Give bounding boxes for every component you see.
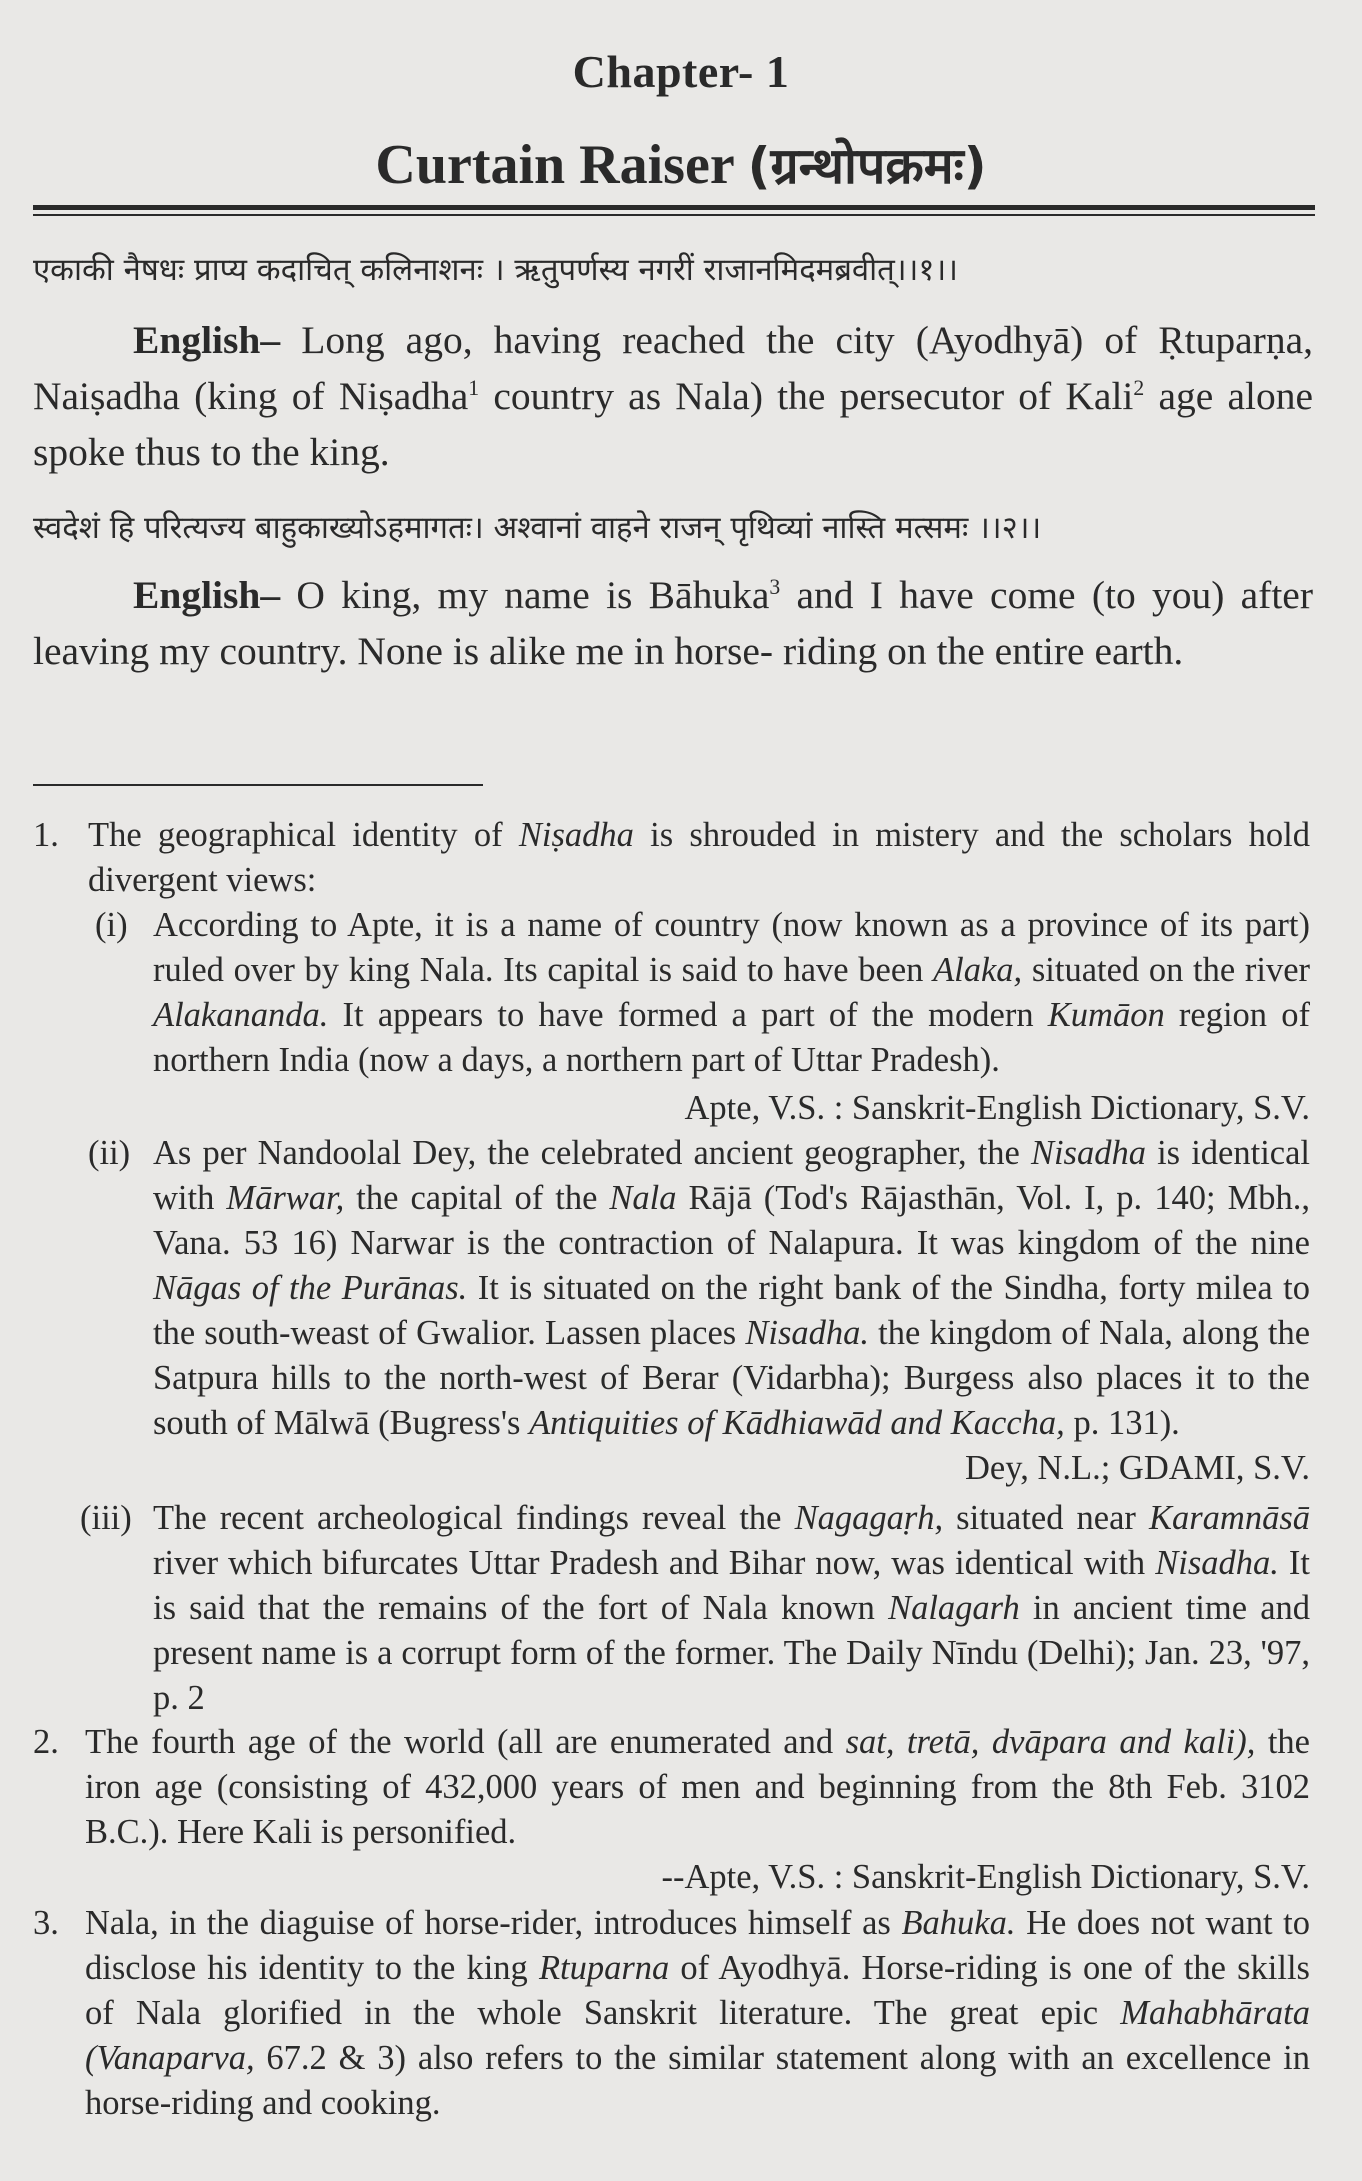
footnote-text: Nala, in the diaguise of horse-rider, introduces himself as <box>85 1904 902 1942</box>
subnote-label: (ii) <box>88 1134 131 1172</box>
chapter-title <box>0 130 1362 198</box>
footnote-ref-2: 2 <box>1133 375 1145 400</box>
citation-1-ii: Dey, N.L.; GDAMI, S.V. <box>965 1449 1310 1487</box>
footnote-1 <box>88 813 1310 903</box>
footnote-italic: Nala <box>609 1179 677 1217</box>
footnote-text: Rājā (Tod's Rājasthān, Vol. I, p. 140; Mbh., Vana. 53 16) Narwar is the contraction of Nalapura. It was kingdom of the nine <box>153 1179 1310 1262</box>
footnote-1-ii <box>153 1131 1310 1446</box>
footnote-text: As per Nandoolal Dey, the celebrated ancient geographer, the <box>153 1134 1031 1172</box>
footnote-text: He does not want to disclose his identity to the king <box>85 1904 1310 1987</box>
footnote-text: the capital of the <box>344 1179 610 1217</box>
footnote-italic: Alakananda. <box>153 996 329 1034</box>
footnote-italic: Nisadha <box>1030 1134 1146 1172</box>
translation-text: Long ago, having reached the city (Ayodhyā) of Ṛtuparṇa, Naiṣadha (king of Niṣadha <box>33 318 1313 418</box>
footnote-text: It is said that the remains of the fort of Nala known <box>153 1544 1311 1627</box>
footnote-italic: Antiquities of Kādhiawād and Kaccha, <box>529 1404 1065 1442</box>
footnote-text: The geographical identity of <box>88 816 519 854</box>
footnote-italic: Nalagarh <box>888 1589 1020 1627</box>
footnote-italic: Nisadha. <box>1155 1544 1279 1582</box>
footnote-text: According to Apte, it is a name of country (now known as a province of its part) ruled over by king Nala. Its capital is said to have been <box>153 906 1310 989</box>
footnote-italic: sat, tretā, dvāpara and kali), <box>845 1723 1256 1761</box>
chapter-heading: Chapter- 1 <box>572 46 790 97</box>
footnote-italic: Niṣadha <box>518 816 634 854</box>
footnote-separator <box>33 784 483 786</box>
footnote-ref-3: 3 <box>769 574 781 599</box>
footnote-3 <box>85 1901 1310 2126</box>
footnote-text: The recent archeological findings reveal the <box>153 1499 795 1537</box>
footnote-italic: Alaka, <box>933 951 1023 989</box>
footnote-text: river which bifurcates Uttar Pradesh and Bihar now, was identical with <box>153 1544 1156 1582</box>
title-rule-thin <box>33 214 1315 216</box>
footnote-text: situated near <box>943 1499 1149 1537</box>
footnote-text: p. 131). <box>1064 1404 1180 1442</box>
footnote-text: in ancient time and present name is a corrupt form of the former. The Daily Nīndu (Delhi); Jan. 23, '97, p. 2 <box>153 1589 1311 1717</box>
footnote-1-iii <box>153 1496 1310 1721</box>
english-translation-1 <box>33 312 1313 480</box>
footnote-italic: Nisadha. <box>745 1314 870 1352</box>
footnote-text: of Ayodhyā. Horse-riding is one of the skills of Nala glorified in the whole Sanskrit literature. The great epic <box>85 1949 1310 2032</box>
footnote-1-i <box>153 903 1310 1083</box>
citation-1-i: Apte, V.S. : Sanskrit-English Dictionary, S.V. <box>684 1089 1310 1127</box>
translation-text: O king, my name is Bāhuka <box>280 573 770 617</box>
footnote-text: It is situated on the right bank of the Sindha, forty milea to the south-weast of Gwalior. Lassen places <box>153 1269 1310 1352</box>
footnote-text: The fourth age of the world (all are enumerated and <box>85 1723 846 1761</box>
footnote-text: It appears to have formed a part of the modern <box>328 996 1048 1034</box>
footnote-italic: Rtuparna <box>538 1949 670 1987</box>
footnote-italic: Kumāon <box>1047 996 1165 1034</box>
footnote-italic: Mahabhārata (Vanaparva, <box>85 1994 1310 2077</box>
footnote-text: region of northern India (now a days, a northern part of Uttar Pradesh). <box>153 996 1310 1079</box>
footnote-italic: Karamnāsā <box>1148 1499 1311 1537</box>
translation-text: age alone spoke thus to the king. <box>33 374 1313 474</box>
subnote-label: (i) <box>95 906 128 944</box>
translation-text: country as Nala) the persecutor of Kali <box>479 374 1134 418</box>
subnote-label: (iii) <box>80 1499 132 1537</box>
citation-2: --Apte, V.S. : Sanskrit-English Dictionary, S.V. <box>661 1858 1310 1896</box>
english-translation-2 <box>33 567 1313 679</box>
footnote-text: situated on the river <box>1022 951 1310 989</box>
footnote-text: the iron age (consisting of 432,000 years of men and beginning from the 8th Feb. 3102 B.C.). Here Kali is personified. <box>85 1723 1310 1851</box>
footnote-2 <box>85 1720 1310 1855</box>
sanskrit-verse-1: एकाकी नैषधः प्राप्य कदाचित् कलिनाशनः । ऋतुपर्णस्य नगरीं राजानमिदमब्रवीत्।।१।। <box>33 252 958 288</box>
sanskrit-verse-2: स्वदेशं हि परित्यज्य बाहुकाख्योऽहमागतः। अश्वानां वाहने राजन् पृथिव्यां नास्ति मत्समः ।।२।। <box>33 510 1042 546</box>
title-sanskrit: (ग्रन्थोपक्रमः) <box>747 137 987 195</box>
footnote-number: 3. <box>33 1904 59 1942</box>
footnote-text: 67.2 & 3) also refers to the similar statement along with an excellence in horse-riding and cooking. <box>85 2039 1310 2122</box>
footnote-text: is shrouded in mistery and the scholars hold divergent views: <box>88 816 1310 899</box>
title-rule-thick <box>33 205 1315 210</box>
footnote-italic: Mārwar, <box>226 1179 345 1217</box>
footnote-ref-1: 1 <box>468 375 480 400</box>
english-label: English– <box>133 573 281 617</box>
footnote-italic: Nagagaṛh, <box>794 1499 944 1537</box>
footnote-number: 1. <box>33 816 59 854</box>
footnote-text: is identical with <box>153 1134 1310 1217</box>
footnote-text: the kingdom of Nala, along the Satpura hills to the north-west of Berar (Vidarbha); Burgess also places it to the south of Mālwā (Bugress's <box>153 1314 1311 1442</box>
footnote-italic: Bahuka. <box>901 1904 1016 1942</box>
english-label: English– <box>133 318 281 362</box>
footnote-number: 2. <box>33 1723 59 1761</box>
footnote-italic: Nāgas of the Purānas. <box>153 1269 468 1307</box>
title-english: Curtain Raiser <box>375 134 734 196</box>
translation-text: and I have come (to you) after leaving my country. None is alike me in horse- riding on the entire earth. <box>33 573 1313 673</box>
